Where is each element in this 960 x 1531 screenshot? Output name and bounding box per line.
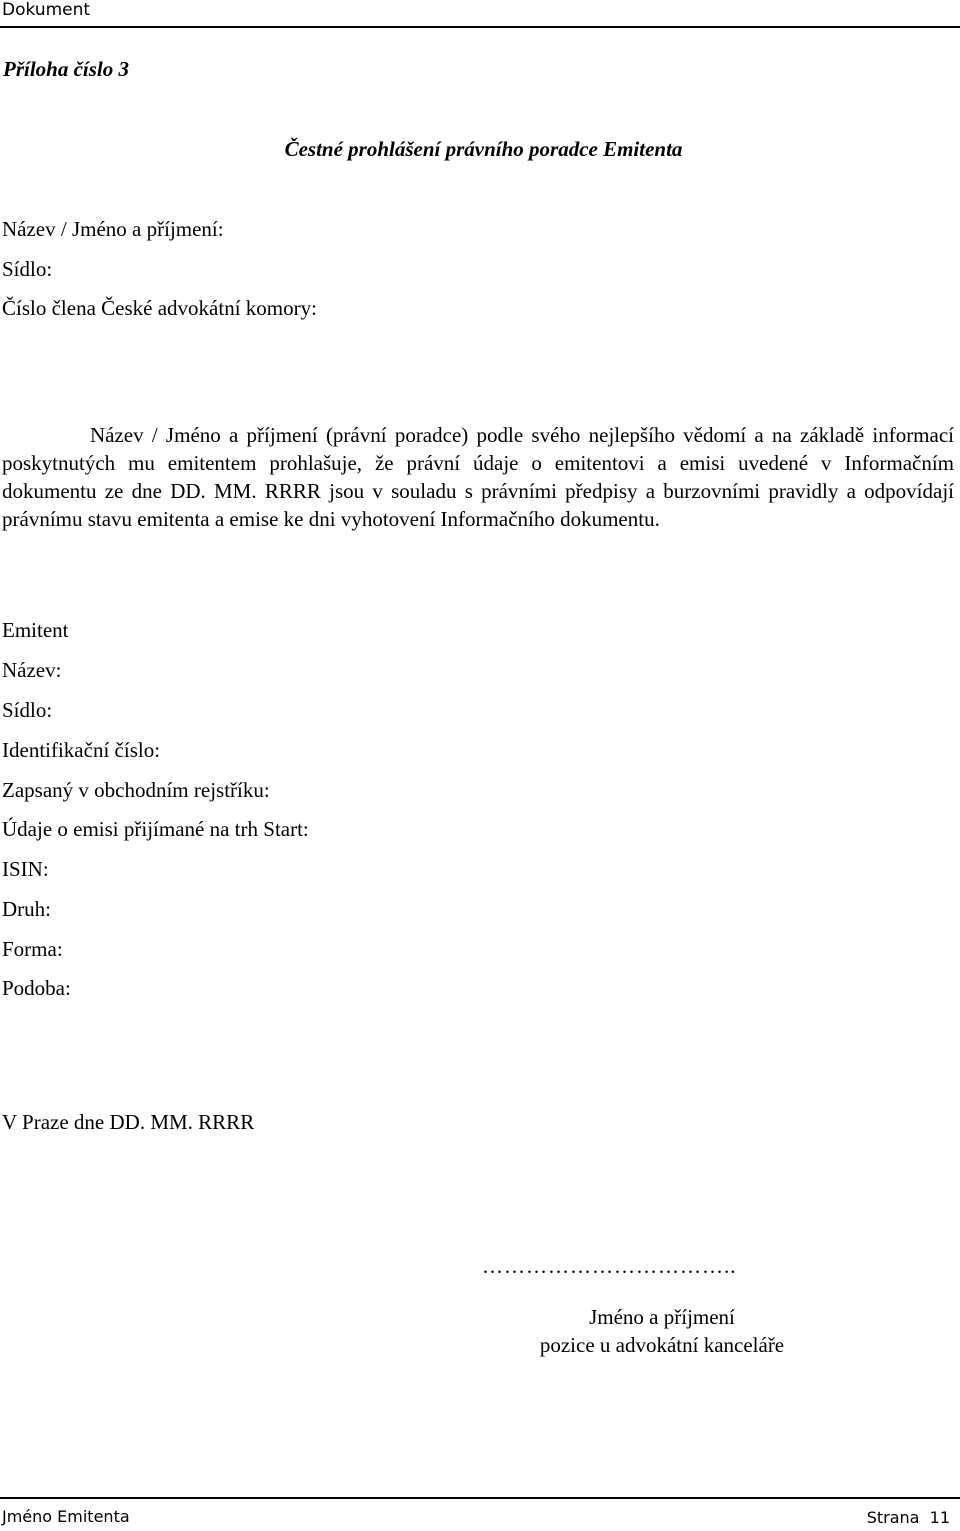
isin-field: ISIN: [2, 857, 49, 881]
window-title: Dokument [2, 0, 91, 20]
issuer-name-field: Název: [2, 658, 62, 682]
document-title: Čestné prohlášení právního poradce Emitenta [284, 137, 683, 161]
signature-line: …………………………….. [482, 1254, 737, 1278]
footer-issuer-name: Jméno Emitenta [2, 1507, 130, 1526]
page-footer [0, 1497, 960, 1531]
place-and-date: V Praze dne DD. MM. RRRR [2, 1110, 255, 1134]
issue-data-heading: Údaje o emisi přijímané na trh Start: [2, 817, 309, 841]
type-field: Druh: [2, 897, 51, 921]
issuer-seat-field: Sídlo: [2, 698, 53, 722]
window-titlebar [0, 0, 960, 28]
issuer-id-number-field: Identifikační číslo: [2, 738, 161, 762]
declaration-paragraph: Název / Jméno a příjmení (právní poradce) podle svého nejlepšího vědomí a na základě informací poskytnutých mu emitentem prohlašuje, že právní údaje o emitentovi a emisi uvedené v Informačním dokumentu ze dne DD. MM. RRRR jsou v souladu s právními předpisy a burzovními pravidly a odpovídají právnímu stavu emitenta a emise ke dni vyhotovení Informačního dokumentu. [2, 423, 954, 531]
issuer-heading: Emitent [2, 618, 69, 642]
advisor-name-field: Název / Jméno a příjmení: [2, 217, 224, 241]
signatory-position: pozice u advokátní kanceláře [539, 1333, 785, 1357]
issuer-register-field: Zapsaný v obchodním rejstříku: [2, 778, 270, 802]
annex-label: Příloha číslo 3 [3, 57, 130, 81]
advisor-seat-field: Sídlo: [2, 257, 53, 281]
kind-field: Podoba: [2, 976, 71, 1000]
form-field: Forma: [2, 937, 63, 961]
signatory-name: Jméno a příjmení [589, 1305, 735, 1329]
footer-page-number: Strana 11 [866, 1508, 950, 1527]
advisor-bar-number-field: Číslo člena České advokátní komory: [2, 296, 317, 320]
